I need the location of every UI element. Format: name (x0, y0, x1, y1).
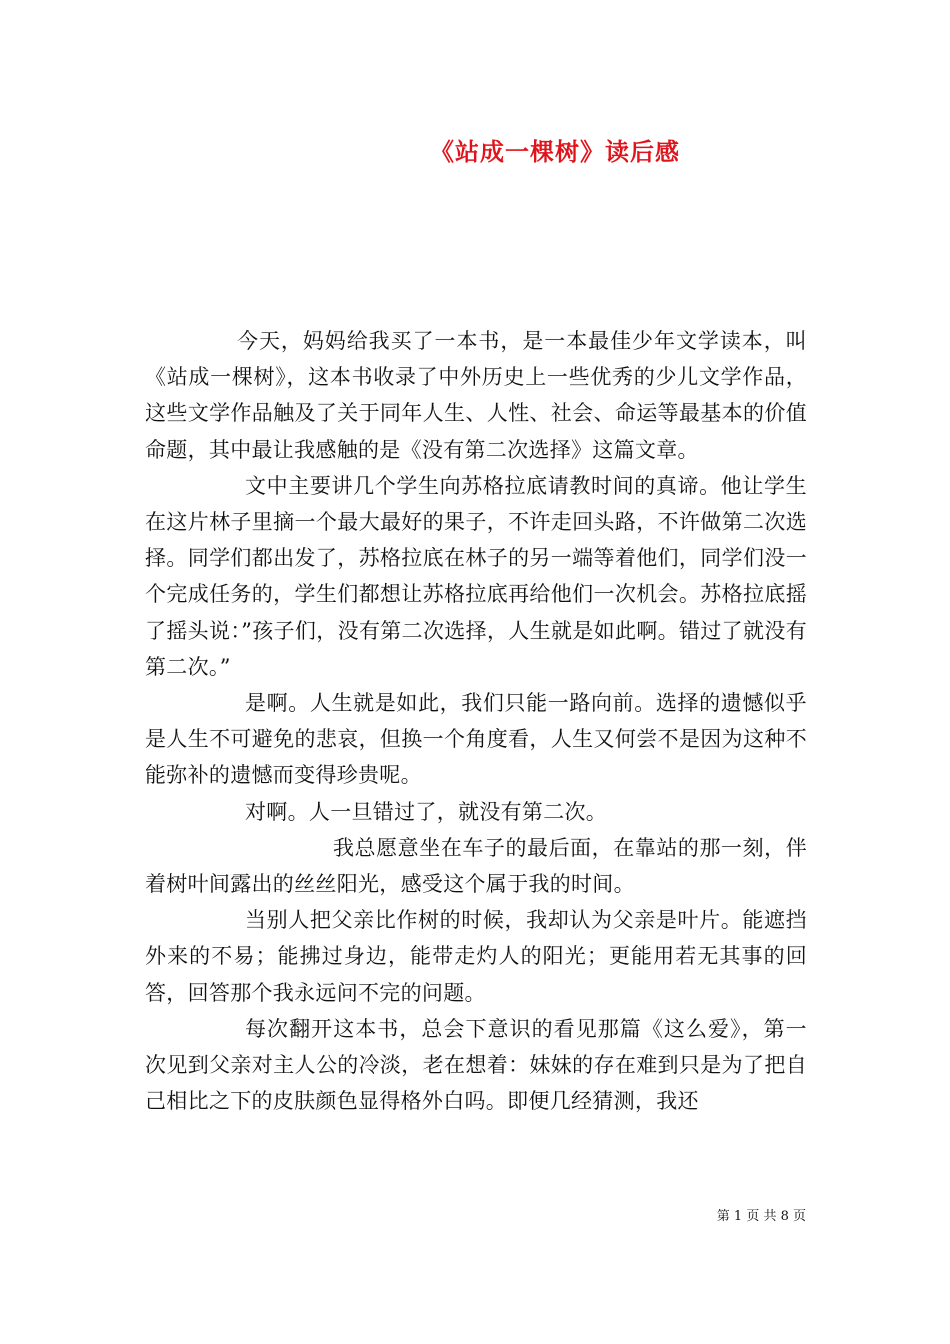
paragraph: 文中主要讲几个学生向苏格拉底请教时间的真谛。他让学生在这片林子里摘一个最大最好的果子，不许走回头路，不许做第二次选择。同学们都出发了，苏格拉底在林子的另一端等着他们，同学们没一个完成任务的，学生们都想让苏格拉底再给他们一次机会。苏格拉底摇了摇头说：”孩子们，没有第二次选择，人生就是如此啊。错过了就没有第二次。” (145, 473, 807, 679)
document-title: 《站成一棵树》读后感 (430, 137, 680, 166)
paragraph: 对啊。人一旦错过了，就没有第二次。 (245, 799, 608, 824)
page-number: 第 1 页 共 8 页 (716, 1209, 806, 1224)
paragraph: 是啊。人生就是如此，我们只能一路向前。选择的遗憾似乎是人生不可避免的悲哀，但换一个角度看，人生又何尝不是因为这种不能弥补的遗憾而变得珍贵呢。 (145, 691, 807, 788)
document-body (145, 323, 807, 1119)
paragraph: 当别人把父亲比作树的时候，我却认为父亲是叶片。能遮挡外来的不易；能拂过身边，能带走灼人的阳光；更能用若无其事的回答，回答那个我永远问不完的问题。 (145, 908, 807, 1005)
paragraph: 每次翻开这本书，总会下意识的看见那篇《这么爱》，第一次见到父亲对主人公的冷淡，老在想着：妹妹的存在难到只是为了把自己相比之下的皮肤颜色显得格外白吗。即便几经猜测，我还 (145, 1016, 807, 1114)
paragraph: 今天，妈妈给我买了一本书，是一本最佳少年文学读本，叫《站成一棵树》，这本书收录了中外历史上一些优秀的少儿文学作品，这些文学作品触及了关于同年人生、人性、社会、命运等最基本的价值命题，其中最让我感触的是《没有第二次选择》这篇文章。 (145, 329, 807, 462)
paragraph: 我总愿意坐在车子的最后面，在靠站的那一刻，伴着树叶间露出的丝丝阳光，感受这个属于我的时间。 (145, 835, 807, 897)
